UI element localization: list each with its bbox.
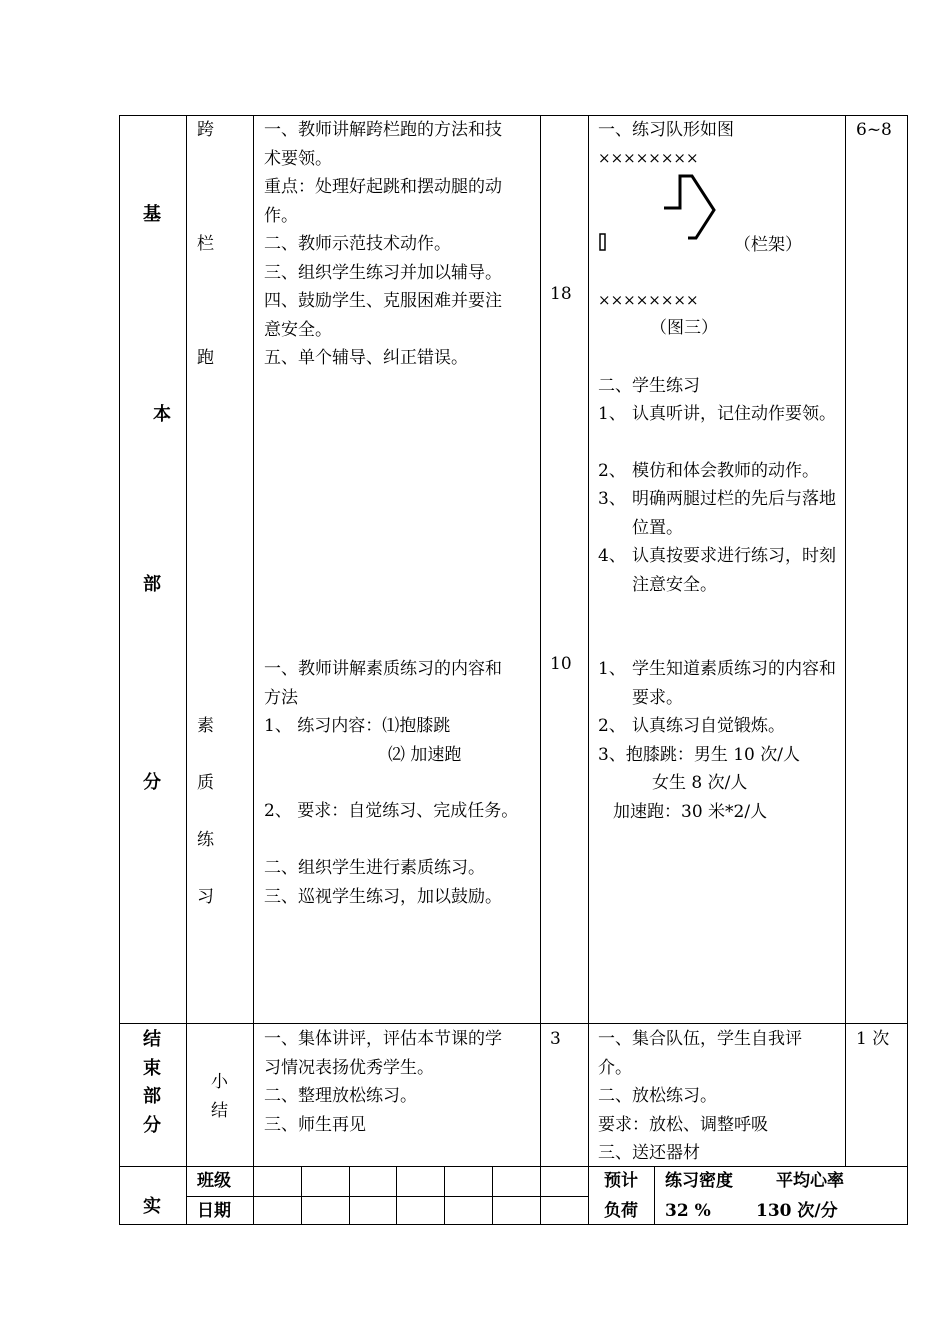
student-step-line: 一、集合队伍，学生自我评 — [598, 1029, 802, 1049]
student-item — [598, 655, 840, 712]
end-time: 3 — [550, 1029, 561, 1049]
teacher-step-line: 2、 要求：自觉练习、完成任务。 — [264, 801, 519, 821]
item-number: 1、 — [598, 404, 626, 424]
student-practice-title: 二、学生练习 — [598, 376, 700, 396]
teacher-step-line: 五、单个辅导、纠正错误。 — [264, 348, 468, 368]
tuck-jump-female: 女生 8 次/人 — [652, 773, 748, 793]
item-text: 认真听讲，记住动作要领。 — [632, 404, 836, 424]
topic-char: 跨 — [197, 120, 214, 140]
item-text: 学生知道素质练习的内容和要求。 — [632, 659, 836, 708]
teacher-step-line: 方法 — [264, 687, 298, 708]
section-char: 结 — [143, 1029, 161, 1050]
teacher-step-line: 一、教师讲解跨栏跑的方法和技 — [264, 120, 502, 140]
formation-row: ×××××××× — [598, 149, 699, 167]
grid-col — [444, 1166, 445, 1225]
grid-col — [349, 1166, 350, 1225]
item-number: 2、 — [598, 461, 626, 481]
hurdle-time: 18 — [550, 284, 572, 304]
student-step-line: 二、放松练习。 — [598, 1086, 717, 1106]
teacher-step-line: 意安全。 — [264, 319, 332, 340]
formation-title: 一、练习队形如图 — [598, 120, 734, 140]
col-divider — [253, 115, 254, 1225]
table-border-top — [119, 115, 908, 116]
fitness-time: 10 — [550, 654, 572, 674]
teacher-step-line: 三、组织学生练习并加以辅导。 — [264, 262, 502, 283]
teacher-step-line: 三、师生再见 — [264, 1114, 366, 1135]
student-step-line: 介。 — [598, 1057, 632, 1078]
hurdle-formation-diagram — [596, 168, 716, 258]
tuck-jump-male: 3、抱膝跳：男生 10 次/人 — [598, 744, 800, 765]
table-border-left — [119, 115, 120, 1225]
item-text: 认真练习自觉锻炼。 — [632, 716, 785, 736]
hurdle-reps: 6~8 — [856, 120, 892, 140]
section-char: 部 — [143, 574, 161, 595]
item-text: 模仿和体会教师的动作。 — [632, 461, 819, 481]
end-reps: 1 次 — [856, 1029, 890, 1049]
load-label: 负荷 — [604, 1201, 638, 1221]
teacher-step-line: 重点：处理好起跳和摆动腿的动 — [264, 177, 502, 197]
date-label: 日期 — [197, 1201, 231, 1221]
teacher-step-line: 一、教师讲解素质练习的内容和 — [264, 659, 502, 679]
col-divider — [845, 115, 846, 1167]
load-label: 预计 — [604, 1171, 638, 1191]
end-section-label — [143, 1026, 161, 1140]
density-value: 32 % — [665, 1201, 711, 1221]
student-item — [598, 485, 840, 542]
summary-topic — [211, 1068, 228, 1125]
class-label: 班级 — [197, 1171, 231, 1191]
teacher-step-line: 四、鼓励学生、克服困难并要注 — [264, 291, 502, 311]
density-label: 练习密度 — [665, 1171, 733, 1191]
topic-char: 习 — [197, 887, 214, 907]
item-number: 1、 — [598, 659, 626, 679]
grid-col — [654, 1166, 655, 1225]
teacher-step-line: 习情况表扬优秀学生。 — [264, 1057, 434, 1078]
topic-char: 栏 — [197, 234, 214, 254]
grid-col — [492, 1166, 493, 1225]
item-text: 认真按要求进行练习，时刻注意安全。 — [632, 546, 836, 595]
teacher-step-line: 二、整理放松练习。 — [264, 1086, 417, 1106]
heart-rate-value: 130 次/分 — [756, 1201, 838, 1221]
row-divider — [186, 1196, 588, 1197]
topic-char: 小 — [211, 1072, 228, 1092]
teacher-step-line: ⑵ 加速跑 — [388, 744, 462, 765]
section-char: 基 — [143, 204, 161, 225]
topic-char: 练 — [197, 830, 214, 850]
grid-col — [396, 1166, 397, 1225]
item-number: 3、 — [598, 489, 626, 509]
section-char: 分 — [143, 1114, 161, 1136]
hurdle-outline — [664, 176, 714, 238]
topic-char: 质 — [197, 773, 214, 793]
item-number: 2、 — [598, 716, 626, 736]
student-item — [598, 542, 840, 599]
teacher-step-line: 二、教师示范技术动作。 — [264, 234, 451, 254]
hurdle-label: （栏架） — [734, 235, 802, 255]
section-char: 本 — [153, 404, 171, 425]
item-number: 4、 — [598, 546, 626, 566]
col-divider — [588, 115, 589, 1225]
section-char: 分 — [143, 772, 161, 793]
figure-caption: （图三） — [650, 318, 718, 338]
teacher-step-line: 一、集体讲评，评估本节课的学 — [264, 1029, 502, 1049]
col-divider — [540, 115, 541, 1023]
student-marker — [600, 234, 605, 250]
student-item — [598, 457, 840, 486]
teacher-step-line: 术要领。 — [264, 148, 332, 169]
col-divider — [540, 1023, 541, 1225]
teacher-step-line: 三、巡视学生练习，加以鼓励。 — [264, 886, 502, 907]
student-step-line: 三、送还器材 — [598, 1143, 700, 1163]
student-item — [598, 400, 840, 429]
topic-char: 结 — [211, 1100, 228, 1121]
practice-label: 实 — [143, 1196, 161, 1217]
item-text: 明确两腿过栏的先后与落地位置。 — [632, 489, 836, 538]
student-step-line: 要求：放松、调整呼吸 — [598, 1114, 768, 1135]
teacher-step-line: 二、组织学生进行素质练习。 — [264, 858, 485, 878]
section-char: 束 — [143, 1057, 161, 1079]
grid-col — [301, 1166, 302, 1225]
row-divider — [119, 1023, 908, 1024]
table-border-right — [907, 115, 908, 1225]
col-divider — [186, 115, 187, 1225]
topic-char: 跑 — [197, 348, 214, 368]
section-char: 部 — [143, 1086, 161, 1107]
teacher-step-line: 作。 — [264, 205, 298, 226]
teacher-step-line: 1、 练习内容：⑴抱膝跳 — [264, 716, 451, 736]
heart-rate-label: 平均心率 — [776, 1171, 844, 1191]
topic-char: 素 — [197, 716, 214, 736]
formation-row: ×××××××× — [598, 291, 699, 309]
student-item — [598, 712, 840, 741]
sprint-requirement: 加速跑：30 米*2/人 — [613, 801, 768, 822]
